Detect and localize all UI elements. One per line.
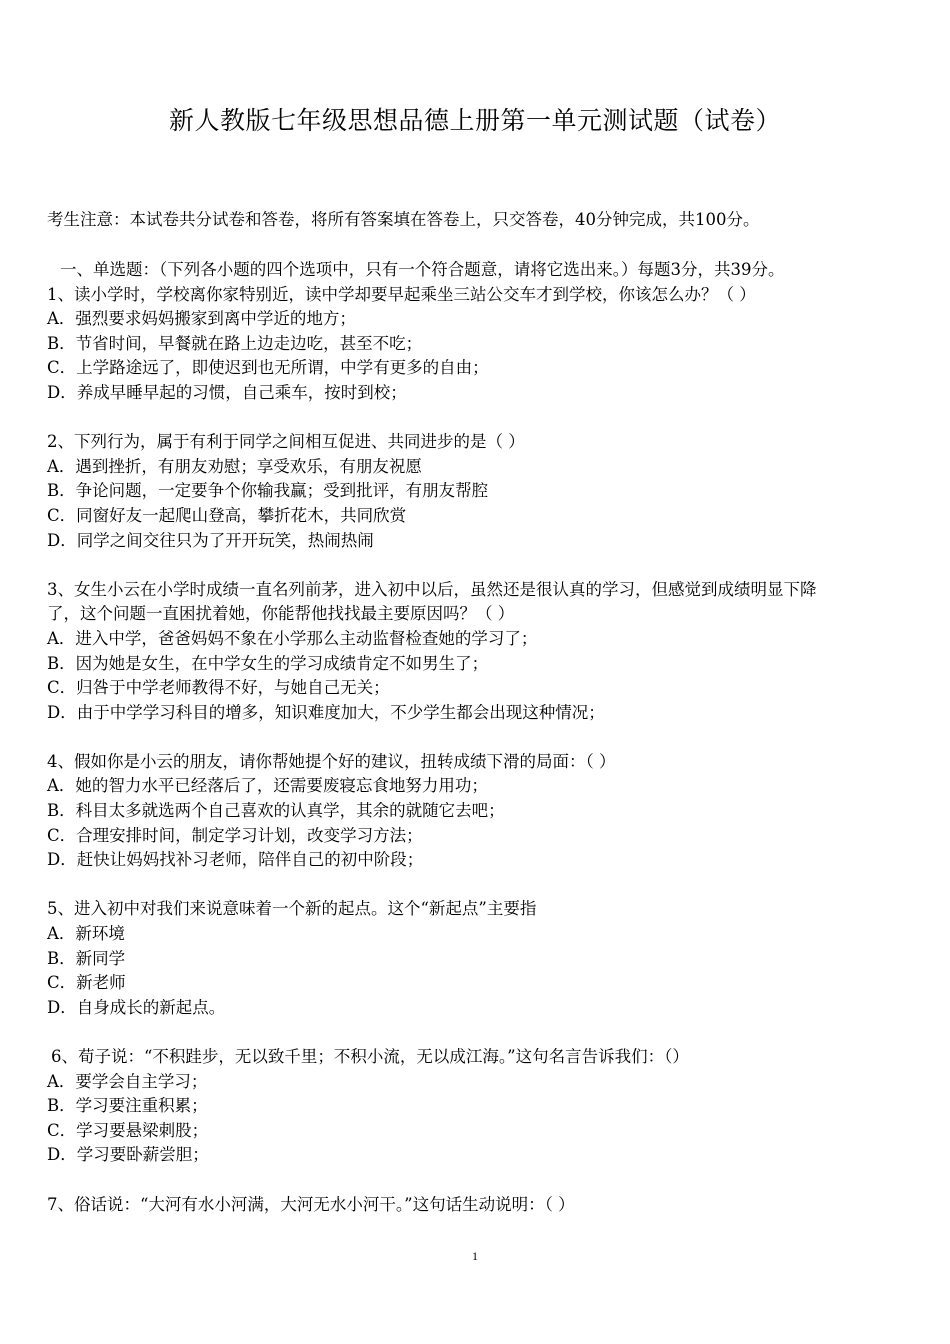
option-a: A．新环境 — [47, 924, 125, 944]
page-number: 1 — [472, 1249, 478, 1263]
section-header: 一、单选题：（下列各小题的四个选项中，只有一个符合题意，请将它选出来。）每题3分，共39分。 — [60, 260, 785, 279]
question-6 — [47, 1045, 909, 1168]
option-b: B．争论问题，一定要争个你输我赢；受到批评，有朋友帮腔 — [47, 481, 489, 501]
option-a: A．进入中学，爸爸妈妈不象在小学那么主动监督检查她的学习了； — [47, 628, 538, 648]
blank-line — [47, 1168, 909, 1193]
option-b: B．新同学 — [47, 948, 126, 968]
question-2 — [47, 430, 909, 553]
blank-line — [47, 725, 909, 750]
question-5 — [47, 897, 909, 1020]
question-stem: 2、下列行为，属于有利于同学之间相互促进、共同进步的是（ ） — [47, 432, 525, 452]
option-b: B．学习要注重积累； — [47, 1096, 208, 1116]
question-stem: 5、进入初中对我们来说意味着一个新的起点。这个“新起点”主要指 — [47, 899, 537, 919]
question-stem: 4、假如你是小云的朋友，请你帮她提个好的建议，扭转成绩下滑的局面：（ ） — [47, 751, 616, 771]
option-c: C．学习要悬梁刺股； — [47, 1120, 209, 1140]
page-title: 新人教版七年级思想品德上册第一单元测试题（试卷） — [168, 106, 781, 135]
question-stem: 6、荀子说：“不积跬步，无以致千里；不积小流，无以成江海。”这句名言告诉我们：（） — [51, 1047, 689, 1066]
option-a: A．遇到挫折，有朋友劝慰；享受欢乐，有朋友祝愿 — [47, 456, 422, 476]
option-b: B．因为她是女生，在中学女生的学习成绩肯定不如男生了； — [47, 653, 489, 673]
option-d: D．赶快让妈妈找补习老师，陪伴自己的初中阶段； — [47, 850, 424, 870]
blank-line — [47, 406, 909, 431]
question-stem: 1、读小学时，学校离你家特别近，读中学却要早起乘坐三站公交车才到学校，你该怎么办？（ ） — [47, 284, 756, 304]
option-b: B．节省时间，早餐就在路上边走边吃，甚至不吃； — [47, 333, 423, 353]
option-a: A．她的智力水平已经落后了，还需要废寝忘食地努力用功； — [47, 776, 488, 796]
exam-content — [47, 258, 909, 1217]
option-c: C．归咎于中学老师教得不好，与她自己无关； — [47, 678, 390, 698]
question-3 — [47, 578, 909, 726]
question-stem-line-1: 3、女生小云在小学时成绩一直名列前茅，进入初中以后，虽然还是很认真的学习，但感觉到成绩明显下降 — [47, 579, 817, 599]
option-c: C．新老师 — [47, 973, 126, 993]
option-d: D．学习要卧薪尝胆； — [47, 1145, 209, 1165]
option-c: C．合理安排时间，制定学习计划，改变学习方法； — [47, 825, 423, 845]
option-d: D．同学之间交往只为了开开玩笑，热闹热闹 — [47, 530, 374, 550]
option-d: D．自身成长的新起点。 — [47, 997, 226, 1017]
blank-line — [47, 553, 909, 578]
option-d: D．由于中学学习科目的增多，知识难度加大，不少学生都会出现这种情况； — [47, 702, 605, 722]
question-4 — [47, 750, 909, 873]
exam-notice: 考生注意：本试卷共分试卷和答卷，将所有答案填在答卷上，只交答卷，40分钟完成，共100分。 — [47, 210, 760, 229]
blank-line — [47, 1020, 909, 1045]
option-a: A．要学会自主学习； — [47, 1071, 208, 1091]
option-b: B．科目太多就选两个自己喜欢的认真学，其余的就随它去吧； — [47, 801, 505, 821]
question-1 — [47, 283, 909, 406]
question-stem-line-2: 了，这个问题一直困扰着她，你能帮他找找最主要原因吗？（ ） — [47, 604, 515, 624]
option-d: D．养成早睡早起的习惯，自己乘车，按时到校； — [47, 382, 407, 402]
option-a: A．强烈要求妈妈搬家到离中学近的地方； — [47, 309, 356, 329]
blank-line — [47, 873, 909, 898]
option-c: C．上学路途远了，即使迟到也无所谓，中学有更多的自由； — [47, 358, 489, 378]
question-7 — [47, 1193, 909, 1218]
option-c: C．同窗好友一起爬山登高，攀折花木，共同欣赏 — [47, 505, 407, 525]
question-stem: 7、俗话说：“大河有水小河满，大河无水小河干。”这句话生动说明：（ ） — [47, 1194, 575, 1214]
